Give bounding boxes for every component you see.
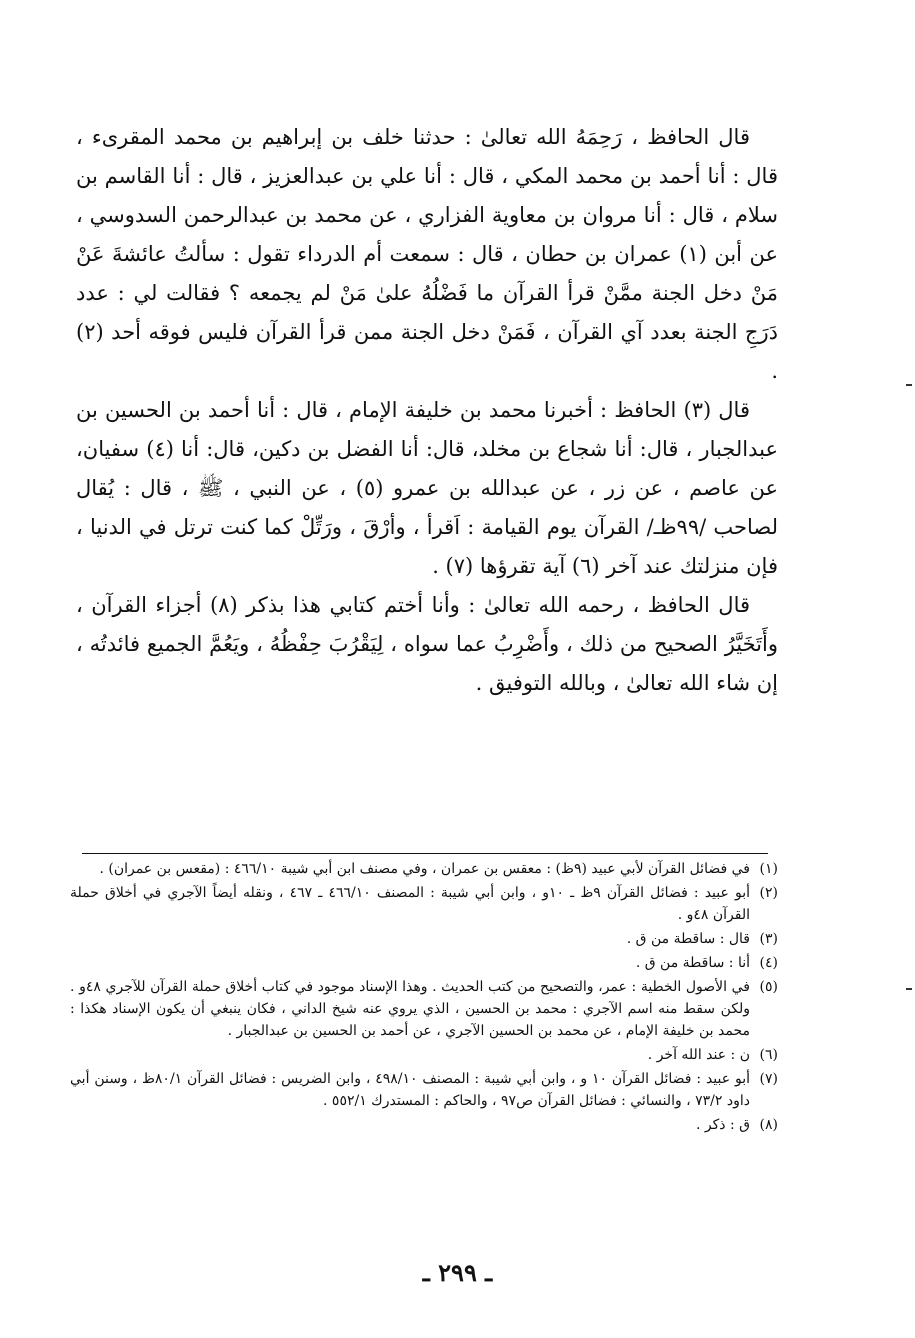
footnote-text: أبو عبيد : فضائل القرآن ١٠ و ، وابن أبي شيبة : المصنف ٤٩٨/١٠ ، وابن الضريس : فضائل القرآن ٨٠/١ظ ، وسنن أبي داود ٧٣/٢ ، والنسائي : فضائل القرآن ص٩٧ ، والحاكم : المستدرك ٥٥٢/١ . [70, 1071, 750, 1109]
footnote-6 [70, 1044, 778, 1066]
footnote-2 [70, 882, 778, 926]
footnote-8 [70, 1114, 778, 1136]
paragraph-isnad-aisha: قال الحافظ ، رَحِمَهُ الله تعالىٰ : حدثنا خلف بن إبراهيم بن محمد المقرىء ، قال : أنا أحمد بن محمد المكي ، قال : أنا علي بن عبدالعزيز ، قال : أنا القاسم بن سلام ، قال : أنا مروان بن معاوية الفزاري ، عن محمد بن عبدالرحمن السدوسي ، عن أبن (١) عمران بن حطان ، قال : سمعت أم الدرداء تقول : سألتُ عائشةَ عَنْ مَنْ دخل الجنة ممَّنْ قرأ القرآن ما فَضْلُهُ علىٰ مَنْ لم يجمعه ؟ فقالت لي : عدد دَرَجِ الجنة بعدد آي القرآن ، فَمَنْ دخل الجنة ممن قرأ القرآن فليس فوقه أحد (٢) . [76, 125, 778, 383]
footnote-text: في فضائل القرآن لأبي عبيد (٩ظ) : معقس بن عمران ، وفي مصنف ابن أبي شيبة ٤٦٦/١٠ : (مقعس بن عمران) . [99, 861, 750, 877]
scan-edge-mark [906, 384, 912, 386]
footnote-number: (٦) [759, 1047, 778, 1063]
page-number: ـ ٢٩٩ ـ [422, 1258, 493, 1287]
main-text-body [76, 118, 778, 703]
footnote-text: ق : ذكر . [695, 1117, 750, 1133]
footnote-number: (٤) [759, 955, 778, 971]
footnote-number: (٢) [759, 885, 778, 901]
footnote-5 [70, 976, 778, 1042]
scan-edge-mark [906, 988, 912, 990]
footnote-number: (٥) [759, 979, 778, 995]
footnote-7 [70, 1068, 778, 1112]
footnote-text: ن : عند الله آخر . [647, 1047, 750, 1063]
footnote-number: (٧) [759, 1071, 778, 1087]
footnote-number: (٨) [759, 1117, 778, 1133]
footnote-text: قال : ساقطة من ق . [626, 931, 750, 947]
paragraph-hadith-recite-ascend: قال (٣) الحافظ : أخبرنا محمد بن خليفة الإمام ، قال : أنا أحمد بن الحسين بن عبدالجبار ، قال: أنا شجاع بن مخلد، قال: أنا الفضل بن دكين، قال: أنا (٤) سفيان، عن عاصم ، عن زر ، عن عبدالله بن عمرو (٥) ، عن النبي ، ﷺ ، قال : يُقال لصاحب /٩٩ظـ/ القرآن يوم القيامة : اَقرأ ، وأرْقَ ، ورَتِّلْ كما كنت ترتل في الدنيا ، فإن منزلتك عند آخر (٦) آية تقرؤها (٧) . [76, 398, 778, 578]
footnote-text: أبو عبيد : فضائل القرآن ٩ظ ـ ١٠و ، وابن أبي شيبة : المصنف ٤٦٦/١٠ ـ ٤٦٧ ، ونقله أيضاً الآجري في أخلاق حملة القرآن ٤٨و . [70, 885, 750, 923]
footnote-number: (٣) [759, 931, 778, 947]
footnote-4 [70, 952, 778, 974]
footnote-1 [70, 858, 778, 880]
footnote-text: في الأصول الخطية : عمر، والتصحيح من كتب الحديث . وهذا الإسناد موجود في كتاب أخلاق حملة القرآن للآجري ٤٨و . ولكن سقط منه اسم الآجري : محمد بن الحسين ، الذي يروي عنه شيخ الداني ، فكان ينبغي أن يكون الإسناد هكذا : محمد بن خليفة الإمام ، عن محمد بن الحسين الآجري ، عن أحمد بن الحسين بن عبدالجبار . [70, 979, 750, 1039]
footnote-divider [82, 853, 768, 854]
footnote-3 [70, 928, 778, 950]
paragraph-conclusion: قال الحافظ ، رحمه الله تعالىٰ : وأنا أختم كتابي هذا بذكر (٨) أجزاء القرآن ، وأَتَخَيَّرُ الصحيح من ذلك ، وأَضْرِبُ عما سواه ، لِيَقْرُبَ حِفْظُهُ ، ويَعُمَّ الجميع فائدتُه ، إن شاء الله تعالىٰ ، وبالله التوفيق . [76, 593, 778, 695]
footnotes-section [70, 858, 778, 1138]
footnote-number: (١) [759, 861, 778, 877]
footnote-text: أنا : ساقطة من ق . [635, 955, 750, 971]
